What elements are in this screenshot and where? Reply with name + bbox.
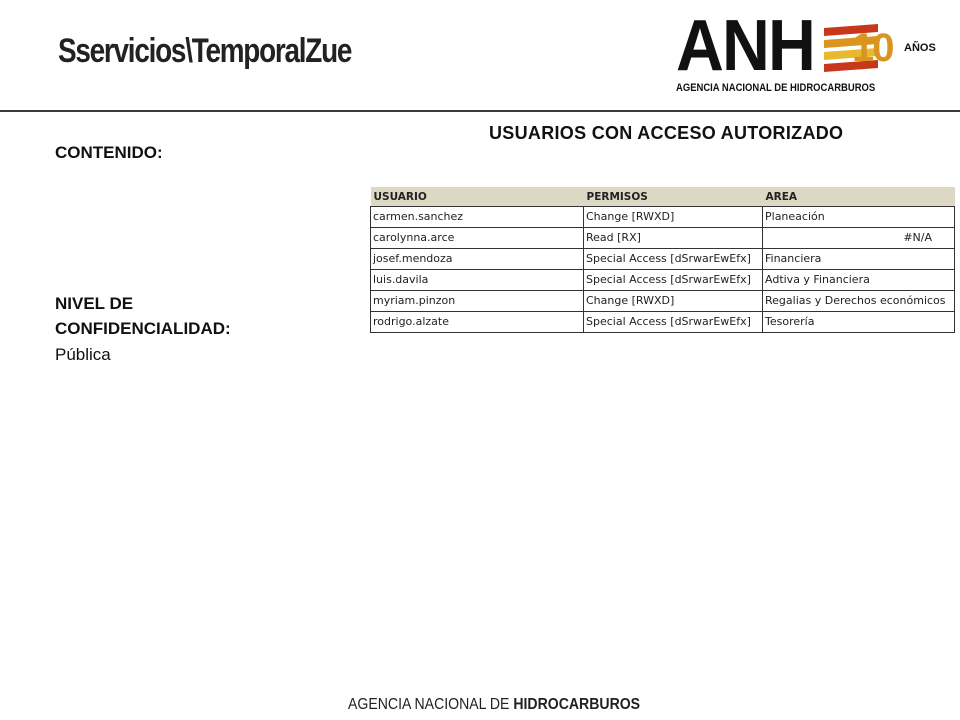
cell-permisos: Read [RX] (584, 228, 763, 249)
logo-anniversary: 10 (852, 26, 893, 70)
table-row (371, 270, 955, 291)
table-row (371, 291, 955, 312)
logo-text: ANH (676, 6, 814, 86)
logo-anos: AÑOS (904, 42, 936, 54)
cell-usuario: luis.davila (371, 270, 584, 291)
cell-usuario: josef.mendoza (371, 249, 584, 270)
contenido-label: CONTENIDO: (55, 143, 163, 162)
cell-area: #N/A (763, 228, 955, 249)
cell-usuario: rodrigo.alzate (371, 312, 584, 333)
cell-usuario: carolynna.arce (371, 228, 584, 249)
logo-subtitle: AGENCIA NACIONAL DE HIDROCARBUROS (676, 82, 876, 94)
cell-permisos: Special Access [dSrwarEwEfx] (584, 312, 763, 333)
confidentiality-label (55, 291, 231, 341)
cell-area: Planeación (763, 207, 955, 228)
column-header-area: AREA (763, 187, 955, 207)
header-divider (0, 110, 960, 112)
footer-text-bold: HIDROCARBUROS (513, 696, 641, 713)
section-title: USUARIOS CON ACCESO AUTORIZADO (489, 123, 844, 143)
confidentiality-label-line1: NIVEL DE (55, 294, 134, 313)
table-header-row (371, 187, 955, 207)
cell-usuario: myriam.pinzon (371, 291, 584, 312)
table-row (371, 228, 955, 249)
column-header-permisos: PERMISOS (584, 187, 763, 207)
cell-permisos: Special Access [dSrwarEwEfx] (584, 249, 763, 270)
cell-area: Regalias y Derechos económicos (763, 291, 955, 312)
cell-area: Tesorería (763, 312, 955, 333)
cell-permisos: Change [RWXD] (584, 291, 763, 312)
footer-text: AGENCIA NACIONAL DE (348, 696, 514, 713)
cell-permisos: Special Access [dSrwarEwEfx] (584, 270, 763, 291)
table-row (371, 249, 955, 270)
cell-permisos: Change [RWXD] (584, 207, 763, 228)
page-title: Sservicios\TemporalZue (58, 32, 352, 70)
cell-area: Financiera (763, 249, 955, 270)
column-header-usuario: USUARIO (371, 187, 584, 207)
table-row (371, 312, 955, 333)
confidentiality-label-line2: CONFIDENCIALIDAD: (55, 319, 231, 338)
confidentiality-value: Pública (55, 345, 111, 364)
footer-agency-name (348, 696, 640, 714)
cell-area: Adtiva y Financiera (763, 270, 955, 291)
cell-usuario: carmen.sanchez (371, 207, 584, 228)
authorized-users-table (370, 187, 955, 333)
table-row (371, 207, 955, 228)
anh-logo (672, 6, 936, 100)
